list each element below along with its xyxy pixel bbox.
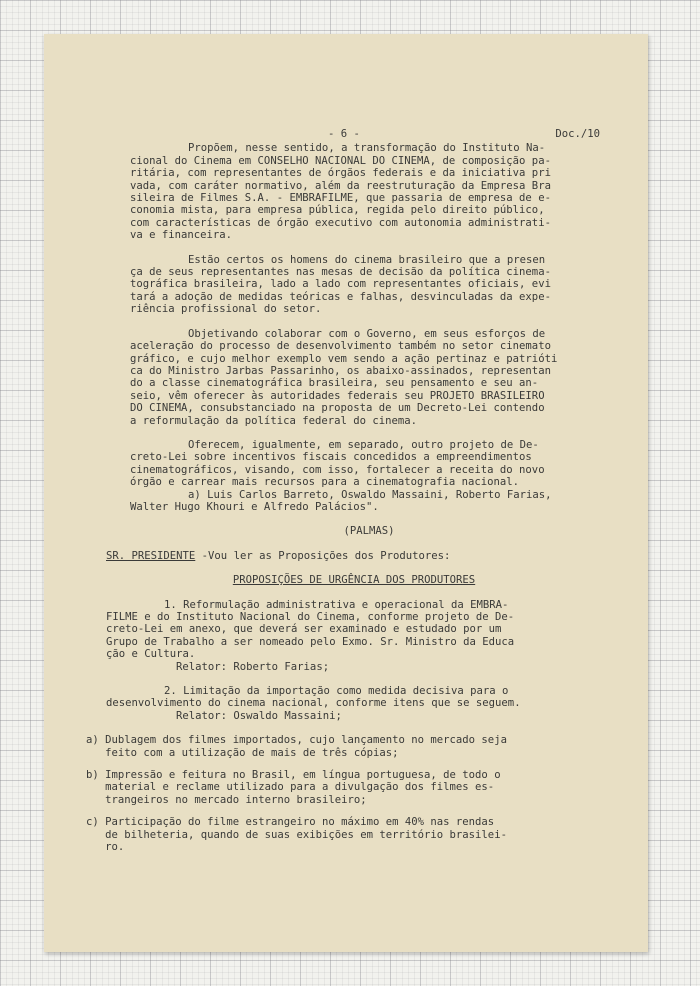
page-number: - 6 -	[328, 128, 360, 140]
text-line: aceleração do processo de desenvolvimento também no setor cinemato	[130, 340, 551, 353]
text-line: com características de órgão executivo com autonomia administrati-	[130, 216, 551, 229]
page-header	[130, 128, 608, 140]
text-line: Oferecem, igualmente, em separado, outro projeto de De-	[188, 438, 539, 451]
applause-note: (PALMAS)	[343, 525, 395, 538]
text-line: ção e Cultura.	[106, 648, 196, 661]
text-line: ça de seus representantes nas mesas de decisão da política cinema-	[130, 266, 551, 279]
text-line: riência profissional do setor.	[130, 303, 322, 316]
text-line: DO CINEMA, consubstanciado na proposta de um Decreto-Lei contendo	[130, 402, 545, 415]
text-line: FILME e do Instituto Nacional do Cinema, conforme projeto de De-	[106, 611, 515, 623]
text-line: conomia mista, para empresa pública, regida pelo direito público,	[130, 204, 545, 217]
paragraph-objective	[130, 328, 608, 427]
text-line: cinematográficos, visando, com isso, fortalecer a receita do novo	[130, 463, 545, 476]
text-line: Propõem, nesse sentido, a transformação do Instituto Na-	[188, 142, 546, 155]
list-item-c	[86, 816, 608, 853]
text-line: c) Participação do filme estrangeiro no máximo em 40% nas rendas	[86, 816, 495, 829]
signatories-line: a) Luis Carlos Barreto, Oswaldo Massaini, Roberto Farias,	[188, 488, 552, 501]
rapporteur-line: Relator: Roberto Farias;	[176, 660, 330, 673]
paragraph-proposal	[130, 142, 608, 241]
text-line: desenvolvimento do cinema nacional, conforme itens que se seguem.	[106, 697, 521, 710]
list-item-b	[86, 769, 608, 806]
section-title: PROPOSIÇÕES DE URGÊNCIA DOS PRODUTORES	[232, 574, 476, 587]
speaker-line	[106, 550, 608, 562]
text-line: do a classe cinematográfica brasileira, seu pensamento e seu an-	[130, 377, 539, 390]
paragraph-representation	[130, 254, 608, 316]
text-line: ritária, com representantes de órgãos federais e da iniciativa pri	[130, 167, 551, 180]
proposal-1	[106, 599, 608, 673]
text-line: 1. Reformulação administrativa e operacional da EMBRA-	[164, 598, 509, 611]
paragraph-offer	[130, 439, 608, 513]
text-line: a reformulação da política federal do cinema.	[130, 414, 418, 427]
document-reference: Doc./10	[555, 128, 600, 140]
text-line: material e reclame utilizado para a divulgação dos filmes es-	[86, 781, 495, 794]
document-page	[44, 34, 648, 952]
text-line: b) Impressão e feitura no Brasil, em língua portuguesa, de todo o	[86, 769, 501, 782]
text-line: creto-Lei em anexo, que deverá ser examinado e estudado por um	[106, 623, 502, 636]
text-line: 2. Limitação da importação como medida decisiva para o	[164, 685, 509, 698]
text-line: tará a adoção de medidas teóricas e falhas, desvinculadas da expe-	[130, 290, 551, 303]
text-line: sileira de Filmes S.A. - EMBRAFILME, que passaria de empresa de e-	[130, 192, 551, 205]
list-item-a	[86, 734, 608, 759]
text-line: Objetivando colaborar com o Governo, em seus esforços de	[188, 327, 546, 340]
text-line: Estão certos os homens do cinema brasileiro que a presen	[188, 253, 546, 266]
text-line: seio, vêm oferecer às autoridades federais seu PROJETO BRASILEIRO	[130, 389, 545, 402]
text-line: ca do Ministro Jarbas Passarinho, os abaixo-assinados, representan	[130, 364, 551, 377]
text-line: Grupo de Trabalho a ser nomeado pelo Exmo. Sr. Ministro da Educa	[106, 635, 515, 648]
text-line: creto-Lei sobre incentivos fiscais concedidos a empreendimentos	[130, 451, 532, 464]
text-line: feito com a utilização de mais de três cópias;	[86, 746, 399, 759]
text-line: a) Dublagem dos filmes importados, cujo lançamento no mercado seja	[86, 734, 507, 747]
text-line: vada, com caráter normativo, além da reestruturação da Empresa Bra	[130, 179, 551, 192]
item-list	[86, 734, 608, 853]
text-line: órgão e carrear mais recursos para a cinematografia nacional.	[130, 476, 520, 489]
text-line: tográfica brasileira, lado a lado com representantes oficiais, evi	[130, 278, 551, 291]
speaker-speech: -Vou ler as Proposições dos Produtores:	[195, 549, 451, 562]
text-line: ro.	[86, 841, 125, 854]
speaker-name: SR. PRESIDENTE	[106, 549, 196, 562]
text-line: cional do Cinema em CONSELHO NACIONAL DO CINEMA, de composição pa-	[130, 154, 551, 167]
proposal-2	[106, 685, 608, 722]
rapporteur-line: Relator: Oswaldo Massaini;	[176, 709, 342, 722]
text-line: gráfico, e cujo melhor exemplo vem sendo a ação pertinaz e patrióti	[130, 352, 558, 365]
text-line: va e financeira.	[130, 229, 233, 242]
signatories-line: Walter Hugo Khouri e Alfredo Palácios".	[130, 500, 379, 513]
text-line: trangeiros no mercado interno brasileiro;	[86, 793, 367, 806]
text-line: de bilheteria, quando de suas exibições em território brasilei-	[86, 828, 507, 841]
